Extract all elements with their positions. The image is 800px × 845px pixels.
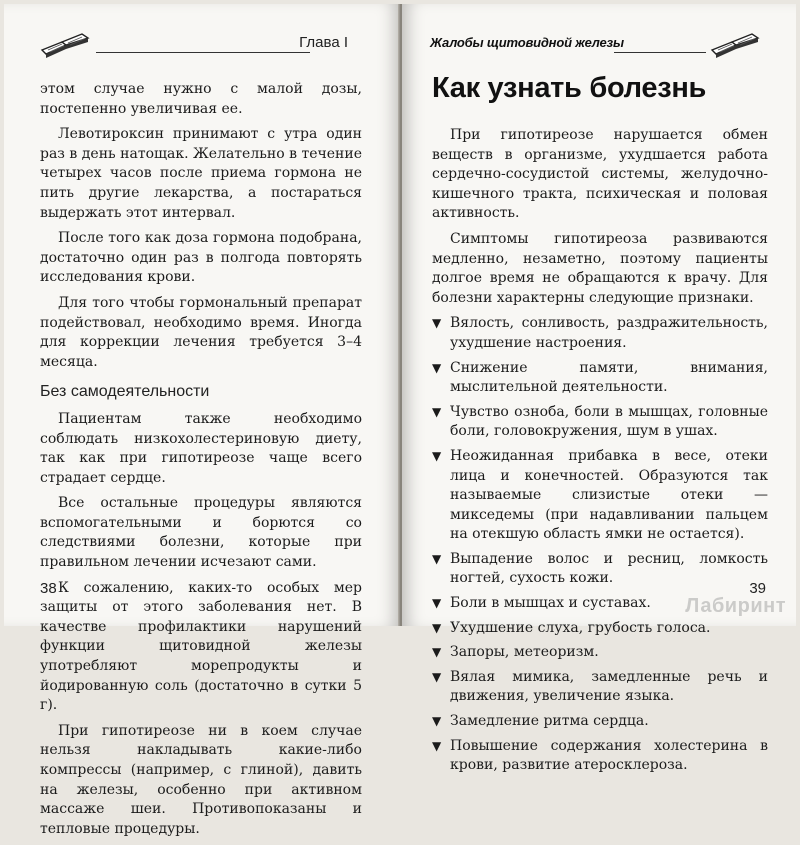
paragraph: Пациентам также необходимо соблюдать низкохолестериновую диету, так как при гипотиреозе чаще всего страдает сердце. — [40, 410, 362, 486]
open-book-icon — [38, 28, 94, 60]
triangle-bullet-icon: ▼ — [432, 360, 442, 375]
paragraph: этом случае нужно с малой дозы, постепенно увеличивая ее. — [40, 81, 362, 117]
list-item-text: Повышение содержания холестерина в крови, развитие атеросклероза. — [450, 737, 768, 774]
triangle-bullet-icon: ▼ — [432, 596, 442, 611]
left-page — [4, 4, 400, 837]
left-body-text — [40, 80, 362, 845]
right-body-text — [432, 126, 768, 781]
triangle-bullet-icon: ▼ — [432, 316, 442, 331]
list-item — [432, 403, 768, 442]
list-item — [432, 314, 768, 353]
triangle-bullet-icon: ▼ — [432, 714, 442, 729]
triangle-bullet-icon: ▼ — [432, 448, 442, 463]
list-item-text: Замедление ритма сердца. — [450, 713, 649, 730]
right-page — [402, 4, 796, 774]
list-item-text: Боли в мышцах и суставах. — [450, 595, 651, 612]
running-head-rule — [614, 52, 706, 53]
page-number: 38 — [40, 580, 57, 597]
triangle-bullet-icon: ▼ — [432, 551, 442, 566]
paragraph: Все остальные процедуры являются вспомогательными и борются со следствиями болезни, которые при правильном лечении исчезают сами. — [40, 495, 362, 571]
paragraph: При гипотиреозе нарушается обмен веществ в организме, ухудшается работа сердечно-сосудистой системы, желудочно-кишечного тракта, психическая и половая активность. — [432, 127, 768, 222]
triangle-bullet-icon: ▼ — [432, 620, 442, 635]
list-item — [432, 668, 768, 707]
list-item — [432, 550, 768, 589]
paragraph: При гипотиреозе ни в коем случае нельзя накладывать какие-либо компрессы (например, с глиной), давить на железы, особенно при активном массаже шеи. Противопоказаны и тепловые процедуры. — [40, 722, 362, 837]
paragraph: Левотироксин принимают с утра один раз в день натощак. Желательно в течение четырех часов после приема гормона не пить другие лекарства, а постараться выдержать этот интервал. — [40, 126, 362, 221]
paragraph: Симптомы гипотиреоза развиваются медленно, незаметно, поэтому пациенты долгое время не обращаются к врачу. Для болезни характерны следующие признаки. — [432, 230, 768, 306]
paragraph: Для того чтобы гормональный препарат подействовал, необходимо время. Иногда для коррекции лечения требуется 3–4 месяца. — [40, 294, 362, 370]
page-number: 39 — [749, 580, 766, 597]
list-item-text: Вялая мимика, замедленные речь и движения, увеличение языка. — [450, 668, 768, 705]
list-item-text: Запоры, метеоризм. — [450, 644, 599, 661]
list-item-text: Снижение памяти, внимания, мыслительной деятельности. — [450, 359, 768, 396]
triangle-bullet-icon: ▼ — [432, 669, 442, 684]
left-running-head — [4, 34, 400, 64]
triangle-bullet-icon: ▼ — [432, 645, 442, 660]
paragraph: После того как доза гормона подобрана, достаточно один раз в полгода повторять исследования крови. — [40, 230, 362, 286]
paragraph: К сожалению, каких-то особых мер защиты от этого заболевания нет. В качестве профилактики нарушений функции щитовидной железы употребляют морепродукты и йодированную соль (достаточно в сутки 5 г). — [40, 579, 362, 714]
list-item-text: Неожиданная прибавка в весе, отеки лица и конечностей. Образуются так называемые слизистые отеки — микседемы (при надавливании пальцем на отекшую область ямки не остается). — [450, 447, 768, 543]
open-book-icon — [708, 28, 764, 60]
list-item — [432, 712, 768, 732]
book-spread — [4, 4, 796, 837]
running-head-rule — [96, 52, 310, 53]
list-item — [432, 447, 768, 545]
list-item — [432, 359, 768, 398]
triangle-bullet-icon: ▼ — [432, 738, 442, 753]
symptom-list — [432, 314, 768, 775]
triangle-bullet-icon: ▼ — [432, 404, 442, 419]
labirint-watermark: Лабиринт — [685, 595, 786, 617]
list-item — [432, 643, 768, 663]
list-item-text: Выпадение волос и ресниц, ломкость ногтей, сухость кожи. — [450, 550, 768, 587]
list-item — [432, 619, 768, 639]
right-running-head — [402, 34, 796, 64]
list-item — [432, 737, 768, 776]
list-item-text: Чувство озноба, боли в мышцах, головные боли, головокружения, шум в ушах. — [450, 403, 768, 440]
subheading: Без самодеятельности — [40, 383, 210, 401]
chapter-label: Глава I — [299, 34, 348, 51]
list-item-text: Вялость, сонливость, раздражительность, ухудшение настроения. — [450, 315, 768, 351]
section-label: Жалобы щитовидной железы — [430, 35, 624, 50]
list-item-text: Ухудшение слуха, грубость голоса. — [450, 619, 711, 636]
page-title: Как узнать болезнь — [432, 72, 707, 104]
